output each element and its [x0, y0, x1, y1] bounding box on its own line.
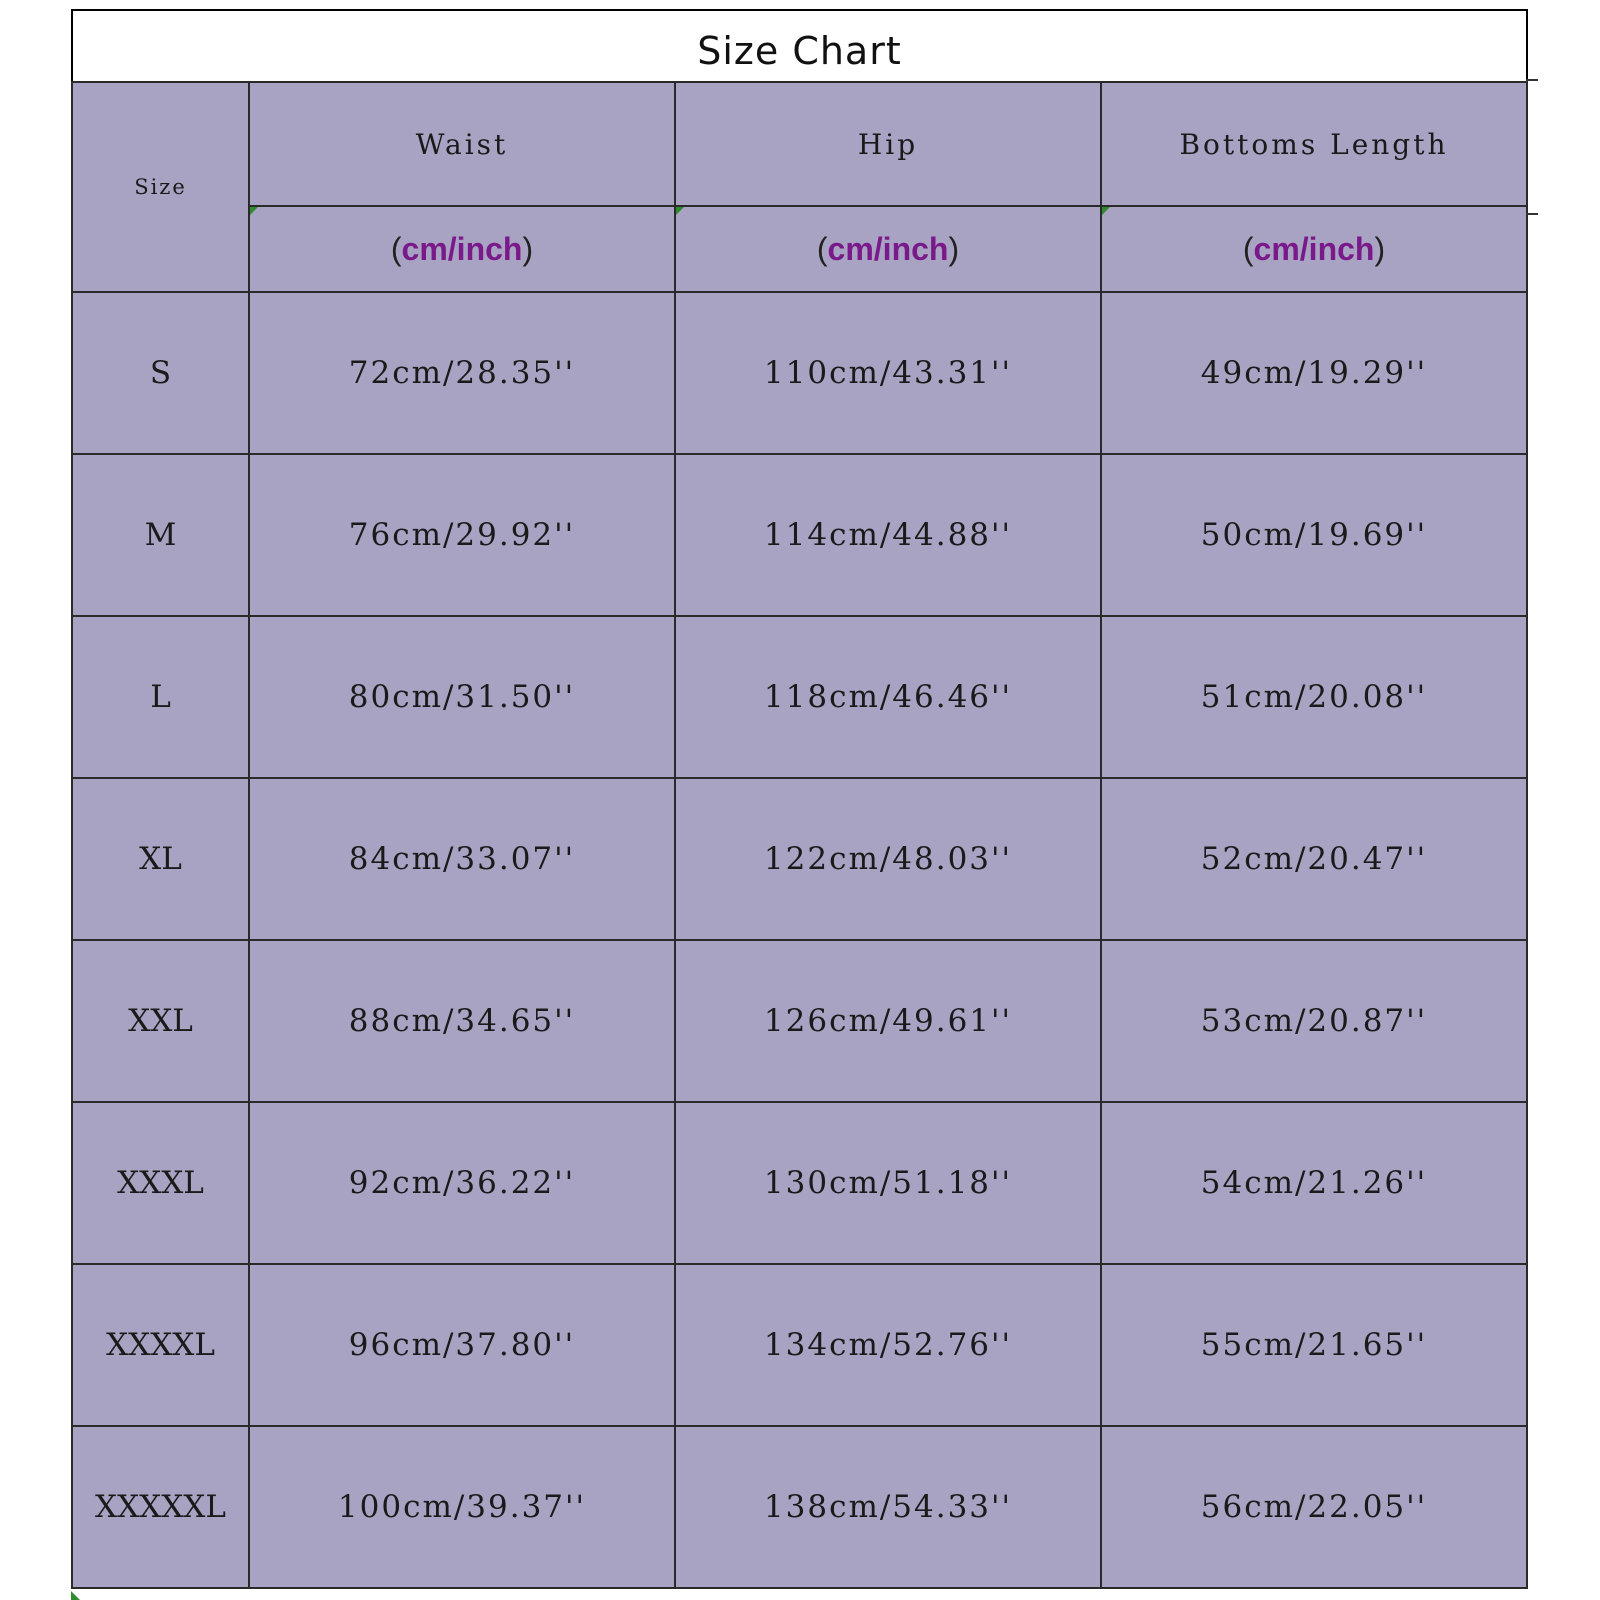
- hip-cell: 126cm/49.61'': [675, 940, 1101, 1102]
- length-cell: 52cm/20.47'': [1101, 778, 1527, 940]
- size-cell: XXXXL: [72, 1264, 249, 1426]
- table-row: [72, 1102, 1527, 1264]
- length-cell: 54cm/21.26'': [1101, 1102, 1527, 1264]
- size-cell: XL: [72, 778, 249, 940]
- hip-cell: 122cm/48.03'': [675, 778, 1101, 940]
- waist-cell: 92cm/36.22'': [249, 1102, 675, 1264]
- length-cell: 51cm/20.08'': [1101, 616, 1527, 778]
- waist-column-header: Waist: [249, 82, 675, 206]
- header-border-tail: [1526, 213, 1538, 215]
- table-row: [72, 940, 1527, 1102]
- waist-cell: 80cm/31.50'': [249, 616, 675, 778]
- cell-marker-icon: [676, 207, 684, 215]
- length-cell: 55cm/21.65'': [1101, 1264, 1527, 1426]
- corner-marker-icon: [71, 1591, 80, 1600]
- waist-cell: 76cm/29.92'': [249, 454, 675, 616]
- hip-cell: 110cm/43.31'': [675, 292, 1101, 454]
- size-table: [71, 81, 1528, 1589]
- waist-cell: 100cm/39.37'': [249, 1426, 675, 1588]
- table-row: [72, 292, 1527, 454]
- waist-cell: 84cm/33.07'': [249, 778, 675, 940]
- table-row: [72, 1426, 1527, 1588]
- length-cell: 50cm/19.69'': [1101, 454, 1527, 616]
- size-cell: M: [72, 454, 249, 616]
- table-row: [72, 454, 1527, 616]
- length-column-header: Bottoms Length: [1101, 82, 1527, 206]
- cell-marker-icon: [1102, 207, 1110, 215]
- size-cell: XXL: [72, 940, 249, 1102]
- table-row: [72, 1264, 1527, 1426]
- table-row: [72, 778, 1527, 940]
- waist-cell: 72cm/28.35'': [249, 292, 675, 454]
- length-unit-header: [1101, 206, 1527, 292]
- hip-unit-header: [675, 206, 1101, 292]
- waist-cell: 96cm/37.80'': [249, 1264, 675, 1426]
- size-cell: L: [72, 616, 249, 778]
- waist-cell: 88cm/34.65'': [249, 940, 675, 1102]
- size-column-header: Size: [72, 82, 249, 292]
- length-cell: 53cm/20.87'': [1101, 940, 1527, 1102]
- size-cell: S: [72, 292, 249, 454]
- unit-label: (cm/inch): [1242, 230, 1386, 267]
- size-cell: XXXL: [72, 1102, 249, 1264]
- title-bar: [71, 9, 1528, 83]
- size-cell: XXXXXL: [72, 1426, 249, 1588]
- length-cell: 56cm/22.05'': [1101, 1426, 1527, 1588]
- hip-cell: 138cm/54.33'': [675, 1426, 1101, 1588]
- waist-unit-header: [249, 206, 675, 292]
- hip-cell: 130cm/51.18'': [675, 1102, 1101, 1264]
- size-chart-sheet: [71, 9, 1526, 1591]
- hip-cell: 114cm/44.88'': [675, 454, 1101, 616]
- cell-marker-icon: [250, 207, 258, 215]
- hip-cell: 134cm/52.76'': [675, 1264, 1101, 1426]
- hip-cell: 118cm/46.46'': [675, 616, 1101, 778]
- unit-label: (cm/inch): [390, 230, 534, 267]
- table-row: [72, 616, 1527, 778]
- unit-label: (cm/inch): [816, 230, 960, 267]
- length-cell: 49cm/19.29'': [1101, 292, 1527, 454]
- chart-title: Size Chart: [697, 29, 902, 73]
- hip-column-header: Hip: [675, 82, 1101, 206]
